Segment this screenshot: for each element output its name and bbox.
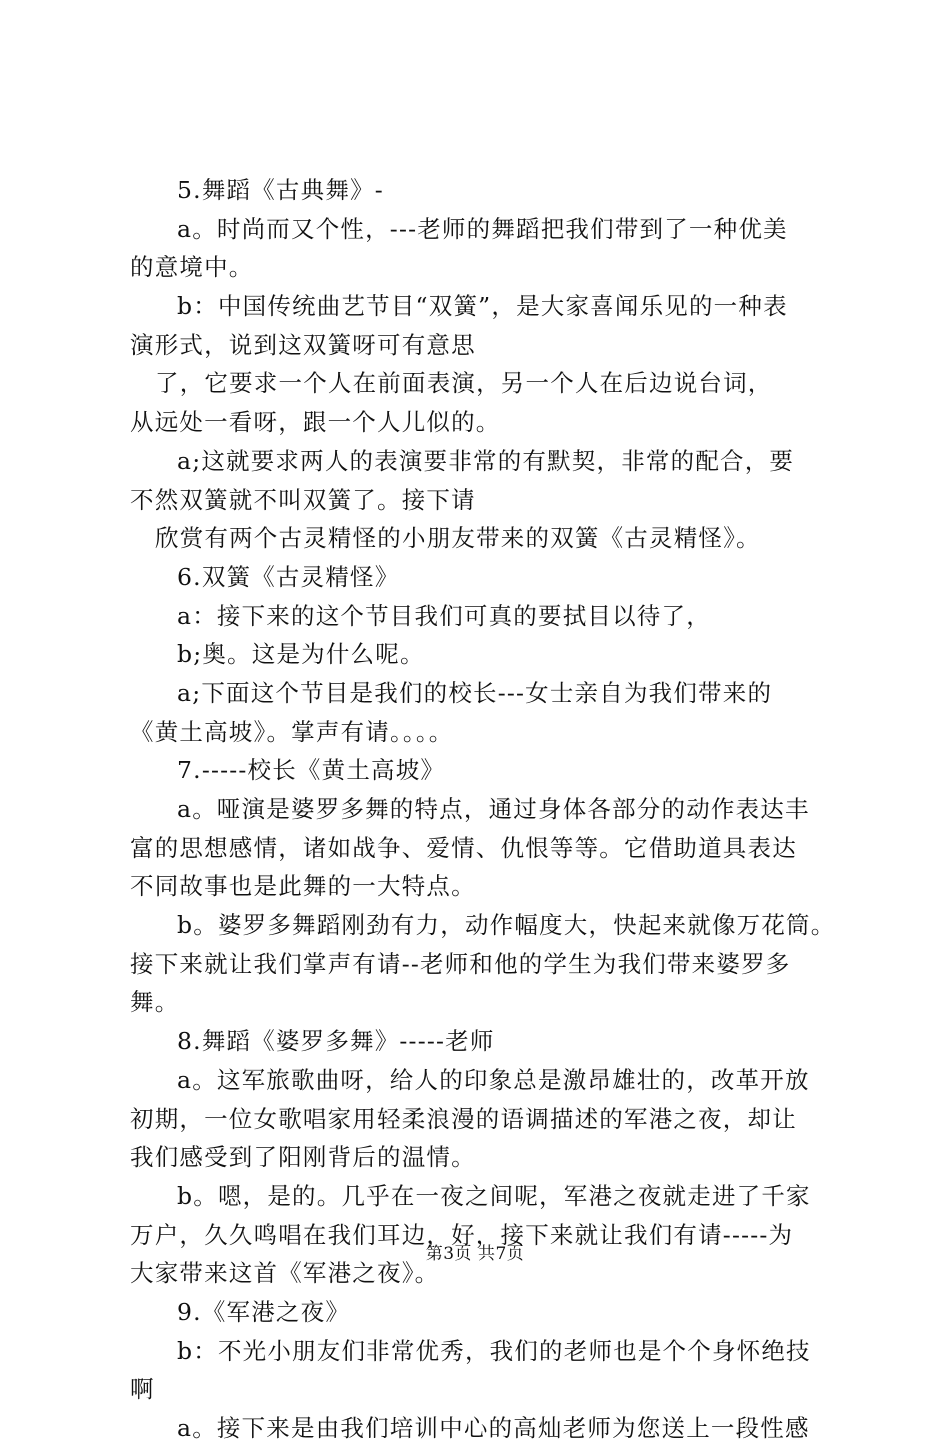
paragraph-line: 从远处一看呀，跟一个人儿似的。	[130, 408, 501, 437]
paragraph-line: 大家带来这首《军港之夜》。	[130, 1259, 440, 1288]
section-heading-7: 7.-----校长《黄土高坡》	[177, 756, 446, 785]
paragraph-line: b。嗯，是的。几乎在一夜之间呢，军港之夜就走进了千家	[177, 1181, 811, 1210]
paragraph-line: 不然双簧就不叫双簧了。接下请	[130, 485, 476, 514]
paragraph-line: b：中国传统曲艺节目“双簧”，是大家喜闻乐见的一种表	[177, 292, 788, 321]
paragraph-line: b：不光小朋友们非常优秀，我们的老师也是个个身怀绝技	[177, 1336, 811, 1365]
paragraph-line: 了，它要求一个人在前面表演，另一个人在后边说台词，	[155, 369, 773, 398]
paragraph-line: 演形式，说到这双簧呀可有意思	[130, 330, 476, 359]
paragraph-line: b;奥。这是为什么呢。	[177, 640, 425, 669]
paragraph-line: b。婆罗多舞蹈刚劲有力，动作幅度大，快起来就像万花筒。	[177, 911, 836, 940]
paragraph-line: a。这军旅歌曲呀，给人的印象总是激昂雄壮的，改革开放	[177, 1065, 810, 1094]
paragraph-line: 不同故事也是此舞的一大特点。	[130, 872, 476, 901]
paragraph-line: 我们感受到了阳刚背后的温情。	[130, 1143, 476, 1172]
paragraph-line: 欣赏有两个古灵精怪的小朋友带来的双簧《古灵精怪》。	[155, 524, 761, 553]
paragraph-line: a;这就要求两人的表演要非常的有默契，非常的配合，要	[177, 446, 795, 475]
paragraph-line: a。哑演是婆罗多舞的特点，通过身体各部分的动作表达丰	[177, 795, 810, 823]
paragraph-line: 富的思想感情，诸如战争、爱情、仇恨等等。它借助道具表达	[130, 833, 797, 862]
paragraph-line: a;下面这个节目是我们的校长---女士亲自为我们带来的	[177, 678, 773, 707]
paragraph-line: 舞。	[130, 988, 180, 1017]
paragraph-line: 啊	[130, 1375, 155, 1404]
paragraph-line: a。接下来是由我们培训中心的高灿老师为您送上一段性感	[177, 1414, 810, 1442]
page-number-footer: 第3页 共7页	[425, 1244, 525, 1264]
section-heading-5: 5.舞蹈《古典舞》-	[177, 176, 384, 204]
paragraph-line: 的意境中。	[130, 253, 254, 282]
paragraph-line: 万户，久久鸣唱在我们耳边，好，接下来就让我们有请-----为	[130, 1220, 794, 1249]
section-heading-9: 9.《军港之夜》	[177, 1297, 351, 1326]
section-heading-8: 8.舞蹈《婆罗多舞》-----老师	[177, 1027, 495, 1056]
paragraph-line: 接下来就让我们掌声有请--老师和他的学生为我们带来婆罗多	[130, 949, 791, 978]
paragraph-line: a。时尚而又个性，---老师的舞蹈把我们带到了一种优美	[177, 214, 788, 243]
paragraph-line: a：接下来的这个节目我们可真的要拭目以待了，	[177, 601, 711, 630]
section-heading-6: 6.双簧《古灵精怪》	[177, 562, 400, 591]
paragraph-line: 初期，一位女歌唱家用轻柔浪漫的语调描述的军港之夜，却让	[130, 1104, 797, 1133]
paragraph-line: 《黄土高坡》。掌声有请。。。。	[130, 717, 454, 746]
